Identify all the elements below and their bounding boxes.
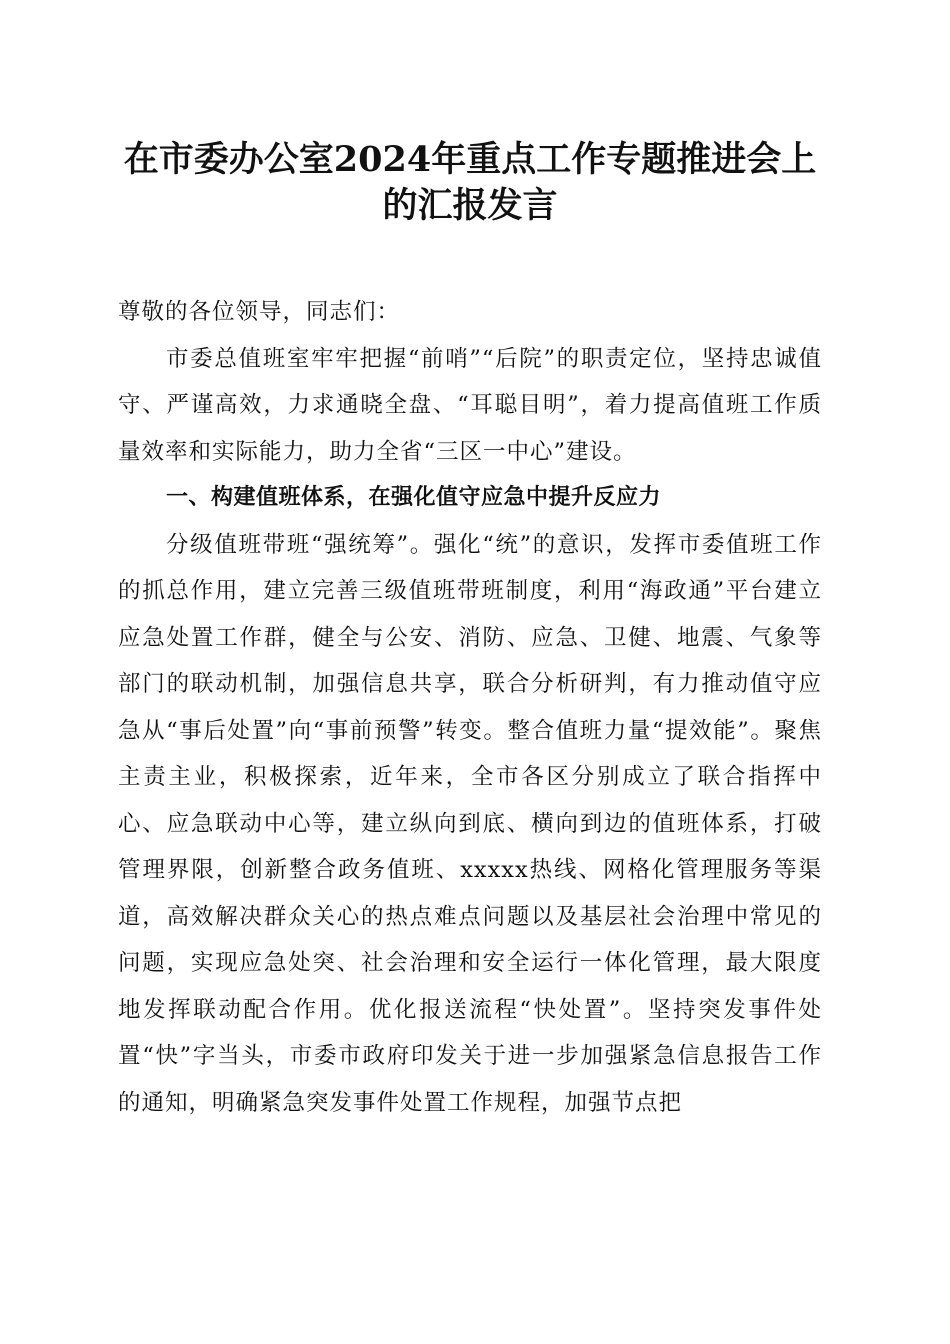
section-heading-1: 一、构建值班体系，在强化值守应急中提升反应力: [166, 485, 662, 510]
salutation: 尊敬的各位领导，同志们：: [118, 299, 401, 325]
title-line-2: 的汇报发言: [382, 185, 558, 226]
document-title: [118, 0, 822, 229]
intro-paragraph: 市委总值班室牢牢把握“前哨”“后院”的职责定位，坚持忠诚值守、严谨高效，力求通晓全盘、“耳聪目明”，着力提高值班工作质量效率和实际能力，助力全省“三区一中心”建设。: [118, 345, 822, 465]
section-1-paragraph: 分级值班带班“强统筹”。强化“统”的意识，发挥市委值班工作的抓总作用，建立完善三级值班带班制度，利用“海政通”平台建立应急处置工作群，健全与公安、消防、应急、卫健、地震、气象等部门的联动机制，加强信息共享，联合分析研判，有力推动值守应急从“事后处置”向“事前预警”转变。整合值班力量“提效能”。聚焦主责主业，积极探索，近年来，全市各区分别成立了联合指挥中心、应急联动中心等，建立纵向到底、横向到边的值班体系，打破管理界限，创新整合政务值班、xxxxx热线、网格化管理服务等渠道，高效解决群众关心的热点难点问题以及基层社会治理中常见的问题，实现应急处突、社会治理和安全运行一体化管理，最大限度地发挥联动配合作用。优化报送流程“快处置”。坚持突发事件处置“快”字当头，市委市政府印发关于进一步加强紧急信息报告工作的通知，明确紧急突发事件处置工作规程，加强节点把: [118, 531, 822, 1116]
document-page: [118, 0, 822, 1126]
title-line-1: 在市委办公室2024年重点工作专题推进会上: [123, 139, 817, 180]
